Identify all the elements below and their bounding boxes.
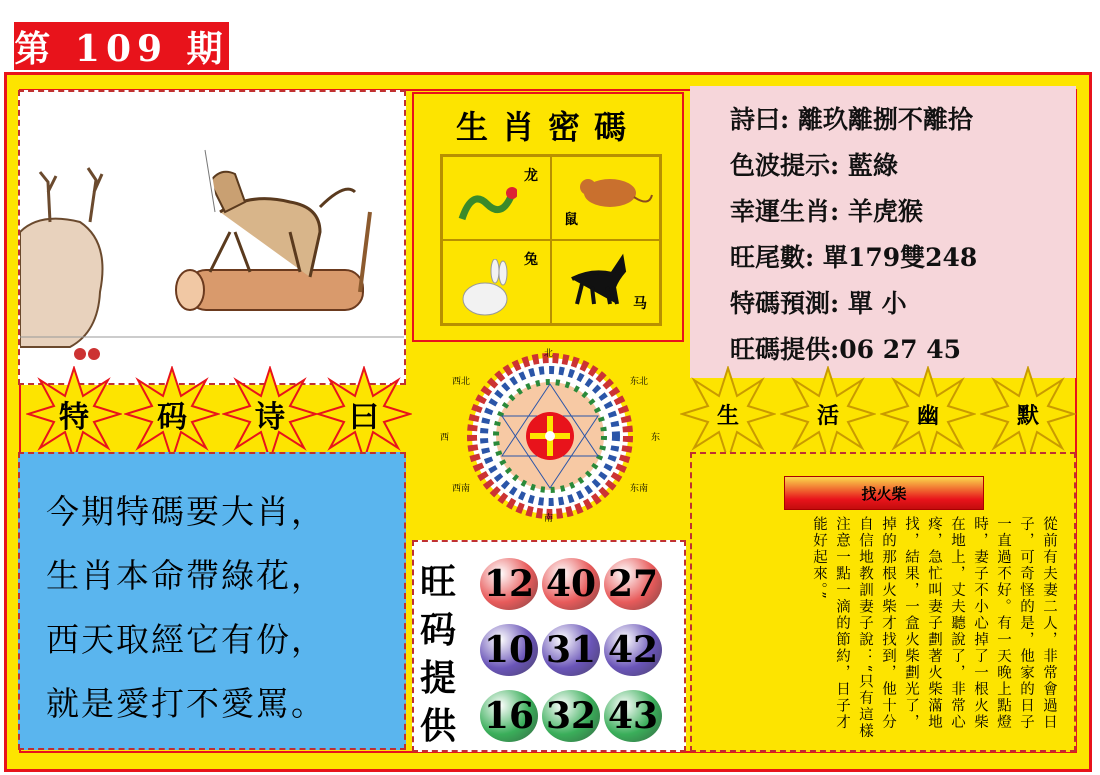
zodiac-label: 鼠: [564, 212, 578, 228]
wheel-label: 南: [544, 514, 554, 524]
zodiac-cell-rat: [551, 156, 660, 240]
star-label: 活: [816, 402, 839, 429]
special-code-prediction: 特碼預測: 單 小: [730, 289, 907, 318]
number-ball: 31: [542, 624, 600, 676]
number-ball: 10: [480, 624, 538, 676]
hot-numbers-label: 提: [420, 657, 457, 699]
zodiac-cell-rabbit: [442, 240, 551, 324]
zodiac-cell-dragon: [442, 156, 551, 240]
rabbit-icon: [455, 259, 515, 319]
zodiac-label: 兔: [524, 252, 538, 268]
wheel-label: 西: [440, 433, 450, 443]
zodiac-label: 龙: [524, 168, 538, 184]
zodiac-code-panel: [412, 92, 684, 342]
star-badge: [780, 366, 876, 462]
humor-story-panel: [690, 452, 1076, 752]
star-badge: [124, 366, 220, 462]
star-badge: [316, 366, 412, 462]
number-ball: 42: [604, 624, 662, 676]
number-ball: 32: [542, 690, 600, 742]
illustration-panel: [18, 90, 406, 385]
wheel-label: 西南: [452, 484, 471, 494]
star-label: 生: [716, 402, 739, 429]
prediction-info-panel: [690, 86, 1076, 378]
number-ball: 43: [604, 690, 662, 742]
wheel-label: 东: [650, 433, 660, 443]
number-ball: 16: [480, 690, 538, 742]
wheel-label: 西北: [452, 377, 471, 387]
poem-line: 西天取經它有份，: [46, 620, 326, 659]
color-wave-hint: 色波提示: 藍綠: [730, 151, 898, 180]
zodiac-grid: [440, 154, 662, 326]
star-badge: [980, 366, 1076, 462]
zodiac-label: 马: [633, 296, 647, 312]
compass-wheel-icon: [438, 346, 662, 524]
star-label: 幽: [916, 402, 939, 429]
issue-number: 第 109 期: [14, 22, 229, 70]
hot-numbers-panel: [412, 540, 686, 752]
special-code-poem-panel: [18, 452, 406, 750]
star-label: 默: [1016, 402, 1039, 429]
star-label: 诗: [255, 400, 285, 435]
poem-line: 就是愛打不愛罵。: [46, 684, 326, 723]
compass-wheel: [438, 346, 662, 524]
story-text: 從前有夫妻二人，非常會過日子，可奇怪的是，他家的日子一直過不好。有一天晚上點燈時，妻子不小心掉了一根火柴在地上，丈夫聽說了，非常心疼，急忙叫妻子劃著火柴滿地找，結果，一盒火柴劃光了，掉的那根火柴才找到，他十分自信地教訓妻子說：“只有這樣注意一點一滴的節約，日子才能好起來。”: [811, 516, 1057, 740]
star-badge: [880, 366, 976, 462]
star-label: 特: [59, 400, 89, 435]
poem-line: 詩曰: 離玖離捌不離拾: [730, 105, 973, 134]
star-badge: [680, 366, 776, 462]
zodiac-cell-horse: [551, 240, 660, 324]
number-ball: 40: [542, 558, 600, 610]
number-ball: 12: [480, 558, 538, 610]
hot-code-provided: 旺碼提供:06 27 45: [730, 335, 962, 364]
star-badge: [222, 366, 318, 462]
dragon-icon: [457, 179, 517, 234]
number-ball: 27: [604, 558, 662, 610]
hot-numbers-label: 码: [420, 609, 457, 651]
dog-log-illustration: [20, 92, 404, 383]
hot-tail-numbers: 旺尾數: 單179雙248: [730, 243, 978, 272]
wheel-label: 北: [544, 349, 554, 359]
star-label: 曰: [349, 400, 379, 435]
poem-line: 生肖本命帶綠花，: [46, 556, 326, 595]
hot-numbers-label: 供: [420, 705, 457, 747]
horse-icon: [562, 249, 632, 309]
wheel-label: 东南: [629, 484, 648, 494]
rat-icon: [574, 167, 654, 217]
star-badge: [26, 366, 122, 462]
story-title: 找火柴: [784, 476, 984, 510]
wheel-label: 东北: [629, 377, 648, 387]
hot-numbers-label: 旺: [420, 561, 457, 603]
star-label: 码: [157, 400, 187, 435]
zodiac-code-title: 生肖密碼: [455, 108, 640, 146]
poem-line: 今期特碼要大肖，: [46, 492, 326, 531]
lucky-zodiac: 幸運生肖: 羊虎猴: [730, 197, 923, 226]
